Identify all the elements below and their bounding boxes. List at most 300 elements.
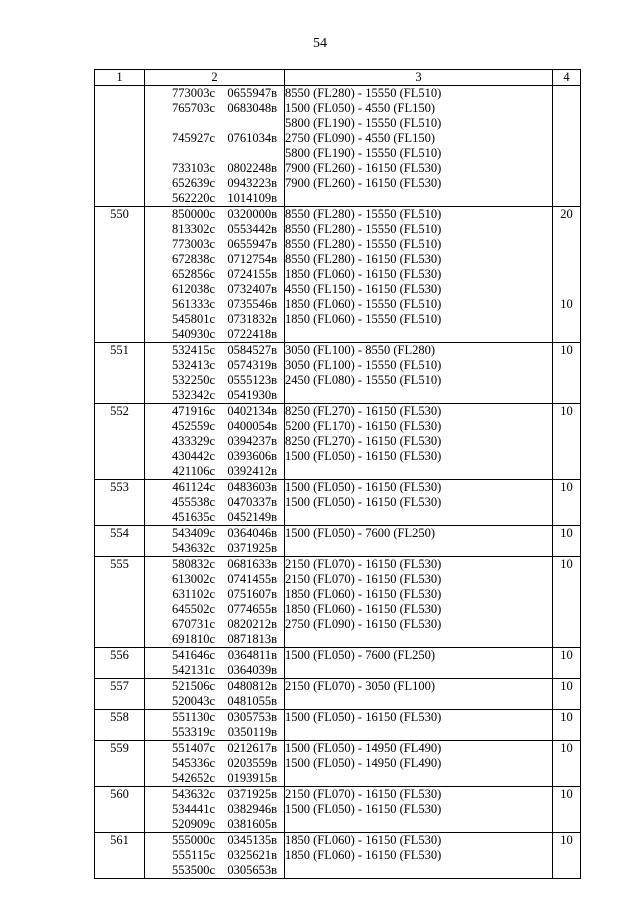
longitude: 0364811в (227, 648, 277, 662)
coordinate-line (145, 176, 284, 191)
longitude: 0350119в (227, 725, 277, 739)
coordinate-line (145, 725, 284, 740)
altitude-cell (285, 833, 553, 879)
value (553, 327, 580, 342)
altitude-range: 1500 (FL050) - 7600 (FL250) (285, 526, 435, 540)
value: 10 (560, 648, 573, 662)
coordinates-cell (145, 526, 285, 557)
longitude: 0392412в (227, 464, 277, 478)
row-number-cell (95, 648, 145, 679)
altitude-range (285, 464, 552, 479)
altitude-range: 5800 (FL190) - 15550 (FL510) (285, 116, 442, 130)
altitude-range: 1850 (FL060) - 16150 (FL530) (285, 833, 442, 847)
longitude: 0452149в (227, 510, 277, 524)
altitude-range: 1500 (FL050) - 14950 (FL490) (285, 741, 442, 755)
value (553, 282, 580, 297)
table-header-row (95, 70, 581, 86)
row-number: 559 (110, 741, 129, 755)
latitude: 613002с (171, 572, 215, 586)
altitude-range: 1500 (FL050) - 16150 (FL530) (285, 710, 442, 724)
coordinates-cell (145, 648, 285, 679)
table-row (95, 833, 581, 879)
row-number-cell (95, 207, 145, 343)
longitude: 0735546в (227, 297, 277, 311)
longitude: 0305653в (227, 863, 277, 877)
altitude-cell (285, 526, 553, 557)
altitude-range (285, 817, 552, 832)
latitude: 545801с (171, 312, 215, 326)
value-cell (553, 480, 581, 526)
latitude: 670731с (171, 617, 215, 631)
value-cell (553, 741, 581, 787)
value: 10 (560, 297, 573, 311)
table-row (95, 648, 581, 679)
altitude-range: 1850 (FL060) - 16150 (FL530) (285, 602, 442, 616)
latitude: 541646с (171, 648, 215, 662)
coordinates-cell (145, 741, 285, 787)
altitude-range: 2150 (FL070) - 16150 (FL530) (285, 572, 442, 586)
row-number: 552 (110, 404, 129, 418)
row-number-cell (95, 343, 145, 404)
row-number: 555 (110, 557, 129, 571)
coordinate-line (145, 557, 284, 572)
altitude-range (285, 632, 552, 647)
coordinates-cell (145, 480, 285, 526)
longitude: 0724155в (227, 267, 277, 281)
row-number-cell (95, 679, 145, 710)
coordinates-cell (145, 86, 285, 207)
airspace-table (94, 69, 581, 879)
latitude: 645502с (171, 602, 215, 616)
value-cell (553, 833, 581, 879)
coordinate-line (145, 771, 284, 786)
value (553, 237, 580, 252)
coordinate-line (145, 358, 284, 373)
coordinate-line (145, 663, 284, 678)
coordinate-line (145, 802, 284, 817)
coordinate-line (145, 146, 284, 161)
longitude: 0683048в (227, 101, 277, 115)
latitude: 553500с (171, 863, 215, 877)
longitude: 0345135в (227, 833, 277, 847)
latitude: 652639с (171, 176, 215, 190)
coordinate-line (145, 312, 284, 327)
longitude: 0751607в (227, 587, 277, 601)
latitude: 652856с (171, 267, 215, 281)
altitude-cell (285, 404, 553, 480)
latitude: 813302с (171, 222, 215, 236)
coordinate-line (145, 131, 284, 146)
altitude-range: 2150 (FL070) - 16150 (FL530) (285, 787, 442, 801)
coordinate-line (145, 541, 284, 556)
altitude-range: 1850 (FL060) - 16150 (FL530) (285, 587, 442, 601)
latitude: 545336с (171, 756, 215, 770)
coordinate-line (145, 679, 284, 694)
coordinates-cell (145, 207, 285, 343)
altitude-range: 8550 (FL280) - 15550 (FL510) (285, 86, 442, 100)
row-number-cell (95, 787, 145, 833)
coordinate-line (145, 480, 284, 495)
latitude: 543409с (171, 526, 215, 540)
longitude: 0732407в (227, 282, 277, 296)
altitude-range: 4550 (FL150) - 16150 (FL530) (285, 282, 442, 296)
latitude: 532413с (171, 358, 215, 372)
longitude: 0731832в (227, 312, 277, 326)
latitude: 543632с (171, 787, 215, 801)
value (553, 267, 580, 282)
latitude: 850000с (171, 207, 215, 221)
coordinate-line (145, 817, 284, 832)
page-number: 54 (313, 36, 327, 51)
coordinate-line (145, 237, 284, 252)
coordinates-cell (145, 343, 285, 404)
longitude: 0212617в (227, 741, 277, 755)
value-cell (553, 557, 581, 648)
longitude: 0483603в (227, 480, 277, 494)
altitude-cell (285, 679, 553, 710)
altitude-range: 1500 (FL050) - 16150 (FL530) (285, 480, 442, 494)
value-cell (553, 207, 581, 343)
latitude: 555000с (171, 833, 215, 847)
coordinate-line (145, 756, 284, 771)
value: 10 (560, 833, 573, 847)
coordinate-line (145, 833, 284, 848)
table-row (95, 557, 581, 648)
altitude-cell (285, 648, 553, 679)
latitude: 551130с (172, 710, 215, 724)
coordinate-line (145, 282, 284, 297)
latitude: 532250с (171, 373, 215, 387)
longitude: 0802248в (227, 161, 277, 175)
longitude: 0820212в (227, 617, 277, 631)
value-cell (553, 343, 581, 404)
coordinate-line (145, 710, 284, 725)
longitude: 0681633в (227, 557, 277, 571)
coordinate-line (145, 510, 284, 525)
altitude-range (285, 725, 552, 740)
coordinate-line (145, 464, 284, 479)
value (553, 222, 580, 237)
value: 10 (560, 710, 573, 724)
coordinate-line (145, 343, 284, 358)
latitude: 542131с (171, 663, 215, 677)
value-cell (553, 710, 581, 741)
value (553, 86, 580, 101)
latitude: 433329с (171, 434, 215, 448)
altitude-cell (285, 557, 553, 648)
altitude-range (285, 863, 552, 878)
longitude: 0325621в (227, 848, 277, 862)
row-number: 554 (110, 526, 129, 540)
coordinate-line (145, 526, 284, 541)
coordinate-line (145, 207, 284, 222)
latitude: 745927с (171, 131, 215, 145)
row-number: 556 (110, 648, 129, 662)
longitude: 0774655в (227, 602, 277, 616)
longitude: 0712754в (227, 252, 277, 266)
coordinate-line (145, 572, 284, 587)
latitude: 461124с (172, 480, 215, 494)
row-number-cell (95, 557, 145, 648)
coordinate-line (145, 419, 284, 434)
table-row (95, 787, 581, 833)
header-col-2: 2 (145, 70, 285, 86)
longitude: 0871813в (227, 632, 277, 646)
latitude: 455538с (171, 495, 215, 509)
altitude-range (285, 541, 552, 556)
coordinate-line (145, 848, 284, 863)
latitude: 532415с (171, 343, 215, 357)
latitude: 534441с (171, 802, 215, 816)
longitude: 0943223в (227, 176, 277, 190)
longitude: 0320000в (227, 207, 277, 221)
row-number-cell (95, 404, 145, 480)
latitude: 430442с (171, 449, 215, 463)
coordinate-line (145, 404, 284, 419)
coordinate-line (145, 648, 284, 663)
longitude: 0394237в (227, 434, 277, 448)
altitude-range: 1500 (FL050) - 16150 (FL530) (285, 449, 442, 463)
latitude: 451635с (171, 510, 215, 524)
latitude: 540930с (171, 327, 215, 341)
altitude-range: 2150 (FL070) - 3050 (FL100) (285, 679, 435, 693)
value-cell (553, 679, 581, 710)
latitude: 542652с (171, 771, 215, 785)
row-number (95, 86, 144, 101)
longitude: 0203559в (227, 756, 277, 770)
coordinate-line (145, 434, 284, 449)
value-cell (553, 86, 581, 207)
table-row (95, 86, 581, 207)
coordinate-line (145, 617, 284, 632)
coordinate-line (145, 161, 284, 176)
altitude-range: 1500 (FL050) - 7600 (FL250) (285, 648, 435, 662)
row-number: 561 (110, 833, 129, 847)
altitude-cell (285, 710, 553, 741)
altitude-range: 5200 (FL170) - 16150 (FL530) (285, 419, 442, 433)
altitude-range: 8550 (FL280) - 15550 (FL510) (285, 222, 442, 236)
longitude: 0400054в (227, 419, 277, 433)
latitude: 532342с (171, 388, 215, 402)
table-row (95, 710, 581, 741)
latitude: 631102с (172, 587, 215, 601)
coordinate-line (145, 863, 284, 878)
coordinate-line (145, 252, 284, 267)
coordinate-line (145, 388, 284, 403)
latitude: 555115с (172, 848, 215, 862)
coordinate-line (145, 191, 284, 206)
latitude: 561333с (171, 297, 215, 311)
value: 10 (560, 557, 573, 571)
altitude-range: 7900 (FL260) - 16150 (FL530) (285, 161, 442, 175)
altitude-range: 1850 (FL060) - 16150 (FL530) (285, 267, 442, 281)
coordinate-line (145, 373, 284, 388)
coordinate-line (145, 101, 284, 116)
coordinate-line (145, 327, 284, 342)
latitude: 543632с (171, 541, 215, 555)
header-col-4: 4 (553, 70, 581, 86)
longitude: 0481055в (227, 694, 277, 708)
value: 10 (560, 343, 573, 357)
value: 10 (560, 404, 573, 418)
value: 10 (560, 741, 573, 755)
latitude: 773003с (171, 237, 215, 251)
longitude: 0655947в (227, 237, 277, 251)
altitude-range: 3050 (FL100) - 8550 (FL280) (285, 343, 435, 357)
altitude-cell (285, 343, 553, 404)
altitude-range (285, 388, 552, 403)
altitude-range: 1500 (FL050) - 16150 (FL530) (285, 495, 442, 509)
altitude-range (285, 510, 552, 525)
altitude-range (285, 694, 552, 709)
coordinate-line (145, 587, 284, 602)
altitude-range: 2750 (FL090) - 16150 (FL530) (285, 617, 442, 631)
row-number: 553 (110, 480, 129, 494)
value (553, 252, 580, 267)
altitude-range: 5800 (FL190) - 15550 (FL510) (285, 146, 442, 160)
longitude: 0480812в (227, 679, 277, 693)
table-row (95, 480, 581, 526)
longitude: 0305753в (227, 710, 277, 724)
altitude-range: 8250 (FL270) - 16150 (FL530) (285, 434, 442, 448)
altitude-range: 1500 (FL050) - 14950 (FL490) (285, 756, 442, 770)
longitude: 0193915в (227, 771, 277, 785)
coordinates-cell (145, 833, 285, 879)
latitude: 733103с (171, 161, 215, 175)
longitude: 0555123в (227, 373, 277, 387)
altitude-cell (285, 207, 553, 343)
latitude: 421106с (172, 464, 215, 478)
latitude: 471916с (171, 404, 215, 418)
coordinate-line (145, 602, 284, 617)
altitude-range: 1850 (FL060) - 16150 (FL530) (285, 848, 442, 862)
row-number: 557 (110, 679, 129, 693)
value: 10 (560, 787, 573, 801)
longitude: 0393606в (227, 449, 277, 463)
row-number: 560 (110, 787, 129, 801)
latitude: 553319с (171, 725, 215, 739)
altitude-range (285, 191, 552, 206)
coordinates-cell (145, 557, 285, 648)
altitude-cell (285, 86, 553, 207)
table-row (95, 741, 581, 787)
longitude: 0371925в (227, 541, 277, 555)
table-row (95, 526, 581, 557)
value-cell (553, 526, 581, 557)
altitude-cell (285, 480, 553, 526)
altitude-cell (285, 787, 553, 833)
value-cell (553, 787, 581, 833)
table-row (95, 679, 581, 710)
altitude-range: 2750 (FL090) - 4550 (FL150) (285, 131, 435, 145)
coordinate-line (145, 86, 284, 101)
row-number: 550 (110, 207, 129, 221)
row-number-cell (95, 86, 145, 207)
latitude: 452559с (171, 419, 215, 433)
value-cell (553, 648, 581, 679)
row-number: 558 (110, 710, 129, 724)
longitude: 0371925в (227, 787, 277, 801)
coordinate-line (145, 297, 284, 312)
longitude: 0655947в (227, 86, 277, 100)
altitude-range: 7900 (FL260) - 16150 (FL530) (285, 176, 442, 190)
coordinate-line (145, 694, 284, 709)
longitude: 0541930в (227, 388, 277, 402)
value: 10 (560, 526, 573, 540)
longitude: 0364046в (227, 526, 277, 540)
latitude: 672838с (171, 252, 215, 266)
longitude: 0722418в (227, 327, 277, 341)
coordinate-line (145, 449, 284, 464)
latitude: 580832с (171, 557, 215, 571)
altitude-range: 8550 (FL280) - 15550 (FL510) (285, 207, 442, 221)
coordinates-cell (145, 787, 285, 833)
latitude: 551407с (171, 741, 215, 755)
row-number-cell (95, 710, 145, 741)
row-number-cell (95, 480, 145, 526)
coordinate-line (145, 495, 284, 510)
value (553, 312, 580, 327)
altitude-cell (285, 741, 553, 787)
row-number-cell (95, 741, 145, 787)
coordinate-line (145, 741, 284, 756)
table-row (95, 404, 581, 480)
altitude-range: 2150 (FL070) - 16150 (FL530) (285, 557, 442, 571)
coordinate-line (145, 632, 284, 647)
latitude: 520043с (171, 694, 215, 708)
longitude: 0382946в (227, 802, 277, 816)
row-number-cell (95, 526, 145, 557)
value: 10 (560, 679, 573, 693)
latitude: 521506с (171, 679, 215, 693)
longitude: 0574319в (227, 358, 277, 372)
coordinate-line (145, 222, 284, 237)
row-number-cell (95, 833, 145, 879)
altitude-range: 8250 (FL270) - 16150 (FL530) (285, 404, 442, 418)
value: 10 (560, 480, 573, 494)
latitude: 765703с (171, 101, 215, 115)
longitude: 1014109в (227, 191, 277, 205)
longitude: 0364039в (227, 663, 277, 677)
longitude: 0402134в (227, 404, 277, 418)
coordinates-cell (145, 404, 285, 480)
longitude: 0381605в (227, 817, 277, 831)
table-row (95, 343, 581, 404)
altitude-range: 1500 (FL050) - 16150 (FL530) (285, 802, 442, 816)
coordinate-line (145, 267, 284, 282)
longitude: 0553442в (227, 222, 277, 236)
longitude: 0470337в (227, 495, 277, 509)
altitude-range: 8550 (FL280) - 15550 (FL510) (285, 237, 442, 251)
altitude-range (285, 663, 552, 678)
coordinates-cell (145, 679, 285, 710)
coordinate-line (145, 787, 284, 802)
value: 20 (560, 207, 573, 221)
value-cell (553, 404, 581, 480)
altitude-range: 3050 (FL100) - 15550 (FL510) (285, 358, 442, 372)
altitude-range: 1850 (FL060) - 15550 (FL510) (285, 312, 442, 326)
header-col-3: 3 (285, 70, 553, 86)
altitude-range: 1500 (FL050) - 4550 (FL150) (285, 101, 435, 115)
altitude-range: 2450 (FL080) - 15550 (FL510) (285, 373, 442, 387)
altitude-range (285, 327, 552, 342)
table-row (95, 207, 581, 343)
longitude: 0584527в (227, 343, 277, 357)
longitude: 0741455в (227, 572, 277, 586)
altitude-range: 8550 (FL280) - 16150 (FL530) (285, 252, 442, 266)
coordinates-cell (145, 710, 285, 741)
latitude: 520909с (171, 817, 215, 831)
